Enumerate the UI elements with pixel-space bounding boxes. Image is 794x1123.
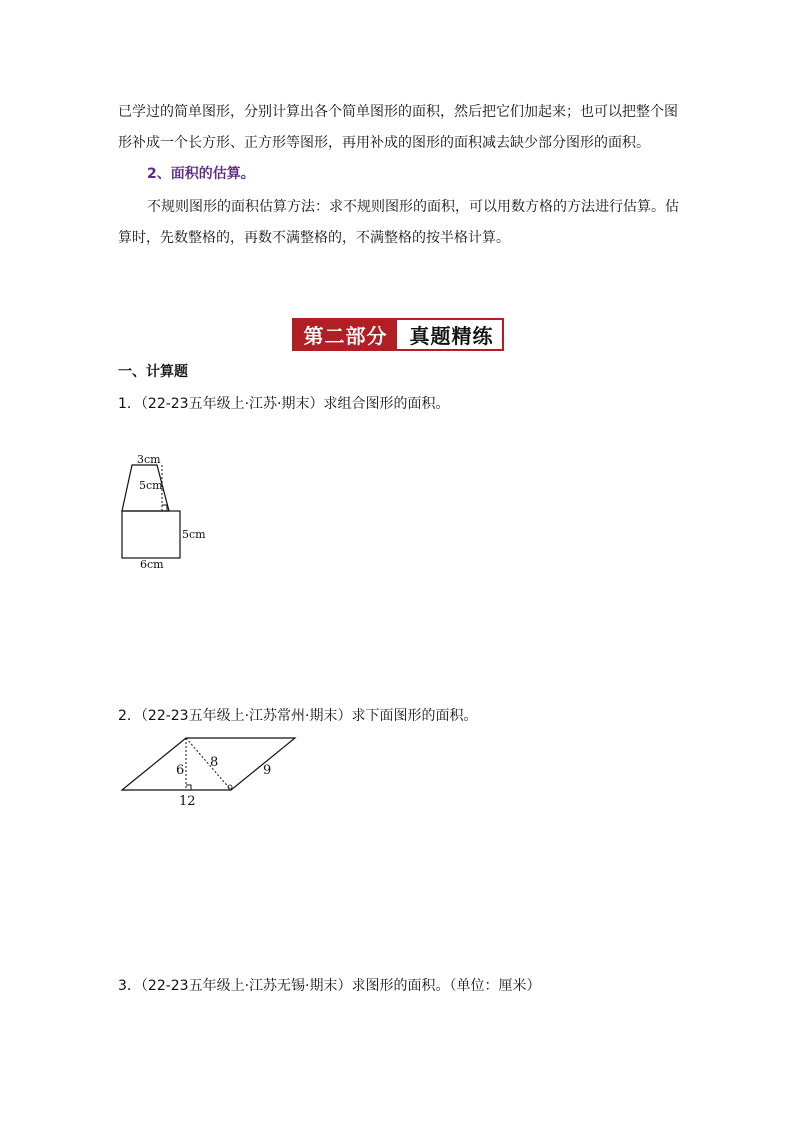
question-1: 1．（22-23五年级上·江苏·期末）求组合图形的面积。	[118, 396, 450, 412]
label-base: 12	[179, 794, 196, 809]
banner-section-label: 真题精练	[401, 320, 502, 349]
label-h2: 8	[210, 755, 219, 770]
label-side: 5cm	[182, 528, 206, 541]
height-8-dashed	[186, 738, 231, 790]
label-side: 9	[263, 763, 272, 778]
label-top: 3cm	[137, 453, 161, 466]
estimation-line-2: 算时，先数整格的，再数不满整格的，不满整格的按半格计算。	[118, 230, 510, 246]
figure-trapezoid-rectangle	[110, 450, 220, 574]
estimation-line-1: 不规则图形的面积估算方法：求不规则图形的面积，可以用数方格的方法进行估算。估	[147, 199, 679, 215]
question-3: 3．（22-23五年级上·江苏无锡·期末）求图形的面积。（单位：厘米）	[118, 978, 541, 994]
intro-line-1: 已学过的简单图形，分别计算出各个简单图形的面积，然后把它们加起来；也可以把整个图	[118, 104, 678, 120]
section-title: 一、计算题	[118, 364, 188, 380]
question-2: 2．（22-23五年级上·江苏常州·期末）求下面图形的面积。	[118, 708, 478, 724]
label-height: 5cm	[139, 479, 163, 492]
figure-parallelogram	[118, 734, 300, 812]
label-h1: 6	[176, 763, 185, 778]
label-bottom: 6cm	[140, 558, 164, 571]
intro-line-2: 形补成一个长方形、正方形等图形，再用补成的图形的面积减去缺少部分图形的面积。	[118, 135, 650, 151]
subheading-area-estimation: 2、面积的估算。	[147, 166, 255, 182]
right-angle-mark-1	[186, 785, 191, 790]
banner-part-label: 第二部分	[294, 320, 397, 349]
part-two-banner	[292, 318, 504, 351]
rectangle-shape	[122, 511, 180, 558]
right-angle-mark	[162, 505, 167, 511]
